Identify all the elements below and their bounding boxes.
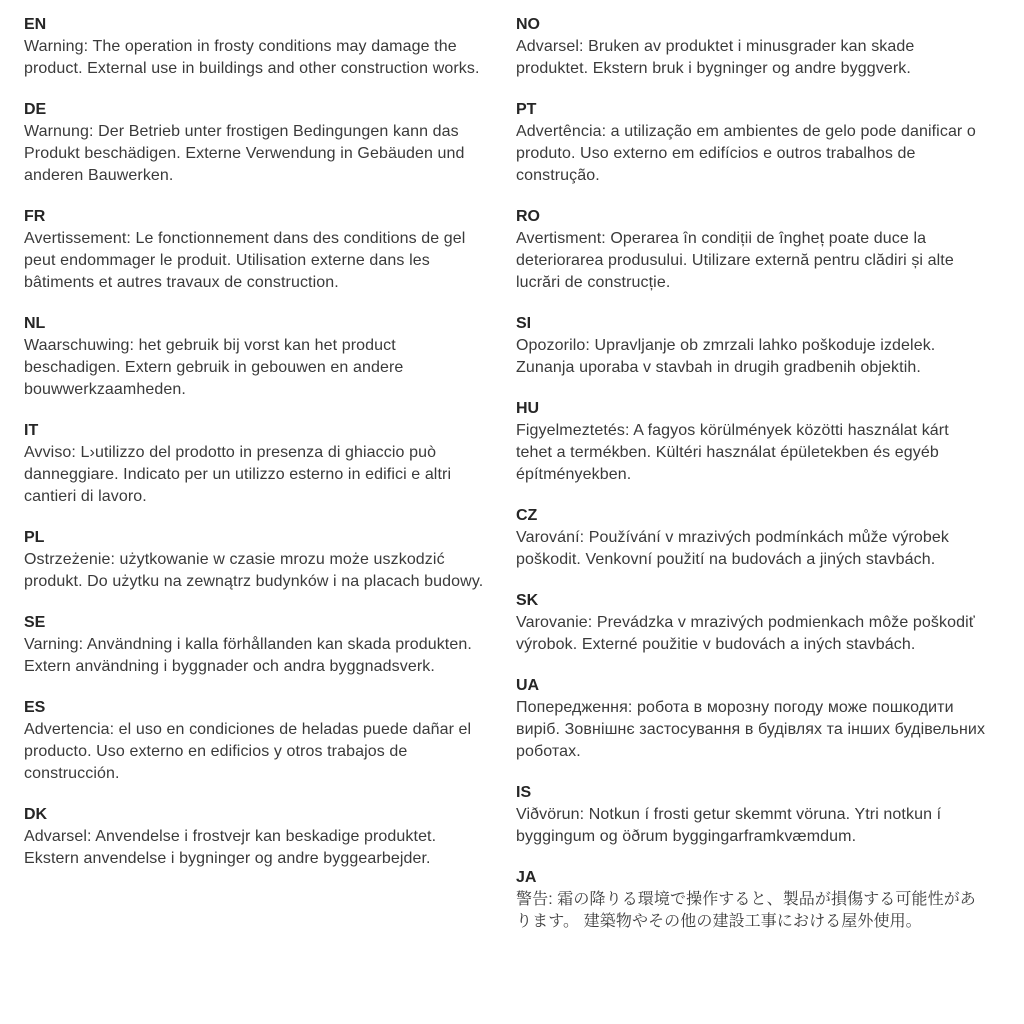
lang-text-fr: Avertissement: Le fonctionnement dans des conditions de gel peut endommager le produit. Utilisation externe dans les bâtiments et autres travaux de construction. bbox=[24, 230, 466, 291]
lang-text-hu: Figyelmeztetés: A fagyos körülmények közötti használat kárt tehet a termékben. Kültéri használat épületekben és egyéb építményekben. bbox=[516, 422, 949, 483]
lang-section-fr bbox=[24, 206, 494, 294]
lang-text-dk: Advarsel: Anvendelse i frostvejr kan beskadige produktet. Ekstern anvendelse i bygninger og andre byggearbejder. bbox=[24, 828, 437, 867]
right-column bbox=[516, 14, 986, 1024]
lang-section-nl bbox=[24, 313, 494, 401]
lang-code-is: IS bbox=[516, 784, 532, 801]
lang-section-it bbox=[24, 420, 494, 508]
lang-section-es bbox=[24, 697, 494, 785]
lang-text-si: Opozorilo: Upravljanje ob zmrzali lahko poškoduje izdelek. Zunanja uporaba v stavbah in drugih gradbenih objektih. bbox=[516, 337, 936, 376]
lang-text-cz: Varování: Používání v mrazivých podmínkách může výrobek poškodit. Venkovní použití na budovách a jiných stavbách. bbox=[516, 529, 949, 568]
lang-text-de: Warnung: Der Betrieb unter frostigen Bedingungen kann das Produkt beschädigen. Externe Verwendung in Gebäuden und anderen Bauwerken. bbox=[24, 123, 465, 184]
lang-code-ua: UA bbox=[516, 677, 540, 694]
lang-section-no bbox=[516, 14, 986, 80]
lang-code-dk: DK bbox=[24, 806, 48, 823]
lang-code-de: DE bbox=[24, 101, 47, 118]
lang-section-se bbox=[24, 612, 494, 678]
lang-section-si bbox=[516, 313, 986, 379]
left-column bbox=[24, 14, 494, 1024]
lang-code-en: EN bbox=[24, 16, 47, 33]
lang-code-pl: PL bbox=[24, 529, 45, 546]
lang-code-se: SE bbox=[24, 614, 46, 631]
lang-code-sk: SK bbox=[516, 592, 539, 609]
lang-code-es: ES bbox=[24, 699, 46, 716]
lang-code-hu: HU bbox=[516, 400, 540, 417]
lang-text-pl: Ostrzeżenie: użytkowanie w czasie mrozu może uszkodzić produkt. Do użytku na zewnątrz budynków i na placach budowy. bbox=[24, 551, 484, 590]
lang-text-se: Varning: Användning i kalla förhållanden kan skada produkten. Extern användning i byggnader och andra byggnadsverk. bbox=[24, 636, 472, 675]
lang-text-it: Avviso: L›utilizzo del prodotto in presenza di ghiaccio può danneggiare. Indicato per un utilizzo esterno in edifici e altri cantieri di lavoro. bbox=[24, 444, 452, 505]
lang-code-ro: RO bbox=[516, 208, 540, 225]
lang-section-ja bbox=[516, 867, 986, 933]
lang-text-sk: Varovanie: Prevádzka v mrazivých podmienkach môže poškodiť výrobok. Externé použitie v budovách a iných stavbách. bbox=[516, 614, 975, 653]
lang-code-nl: NL bbox=[24, 315, 46, 332]
lang-section-hu bbox=[516, 398, 986, 486]
lang-code-cz: CZ bbox=[516, 507, 538, 524]
lang-code-si: SI bbox=[516, 315, 532, 332]
lang-code-no: NO bbox=[516, 16, 540, 33]
lang-code-it: IT bbox=[24, 422, 39, 439]
lang-section-ro bbox=[516, 206, 986, 294]
lang-code-ja: JA bbox=[516, 869, 537, 886]
lang-text-en: Warning: The operation in frosty conditions may damage the product. External use in buildings and other construction works. bbox=[24, 38, 480, 77]
lang-section-pl bbox=[24, 527, 494, 593]
lang-text-no: Advarsel: Bruken av produktet i minusgrader kan skade produktet. Ekstern bruk i bygninger og andre byggverk. bbox=[516, 38, 915, 77]
lang-section-cz bbox=[516, 505, 986, 571]
lang-code-pt: PT bbox=[516, 101, 537, 118]
lang-section-pt bbox=[516, 99, 986, 187]
lang-text-es: Advertencia: el uso en condiciones de heladas puede dañar el producto. Uso externo en edificios y otros trabajos de construcción. bbox=[24, 721, 472, 782]
lang-text-ja: 警告: 霜の降りる環境で操作すると、製品が損傷する可能性があります。 建築物やその他の建設工事における屋外使用。 bbox=[516, 891, 976, 930]
lang-section-de bbox=[24, 99, 494, 187]
lang-section-en bbox=[24, 14, 494, 80]
lang-code-fr: FR bbox=[24, 208, 46, 225]
lang-text-ro: Avertisment: Operarea în condiții de îngheț poate duce la deteriorarea produsului. Utilizare externă pentru clădiri și alte lucrări de construcție. bbox=[516, 230, 954, 291]
lang-section-is bbox=[516, 782, 986, 848]
lang-text-pt: Advertência: a utilização em ambientes de gelo pode danificar o produto. Uso externo em edifícios e outros trabalhos de construção. bbox=[516, 123, 976, 184]
lang-text-ua: Попередження: робота в морозну погоду може пошкодити виріб. Зовнішнє застосування в будівлях та інших будівельних роботах. bbox=[516, 699, 986, 760]
lang-text-is: Viðvörun: Notkun í frosti getur skemmt vöruna. Ytri notkun í byggingum og öðrum byggingarframkvæmdum. bbox=[516, 806, 942, 845]
lang-section-dk bbox=[24, 804, 494, 870]
lang-section-ua bbox=[516, 675, 986, 763]
lang-text-nl: Waarschuwing: het gebruik bij vorst kan het product beschadigen. Extern gebruik in gebouwen en andere bouwwerkzaamheden. bbox=[24, 337, 404, 398]
lang-section-sk bbox=[516, 590, 986, 656]
